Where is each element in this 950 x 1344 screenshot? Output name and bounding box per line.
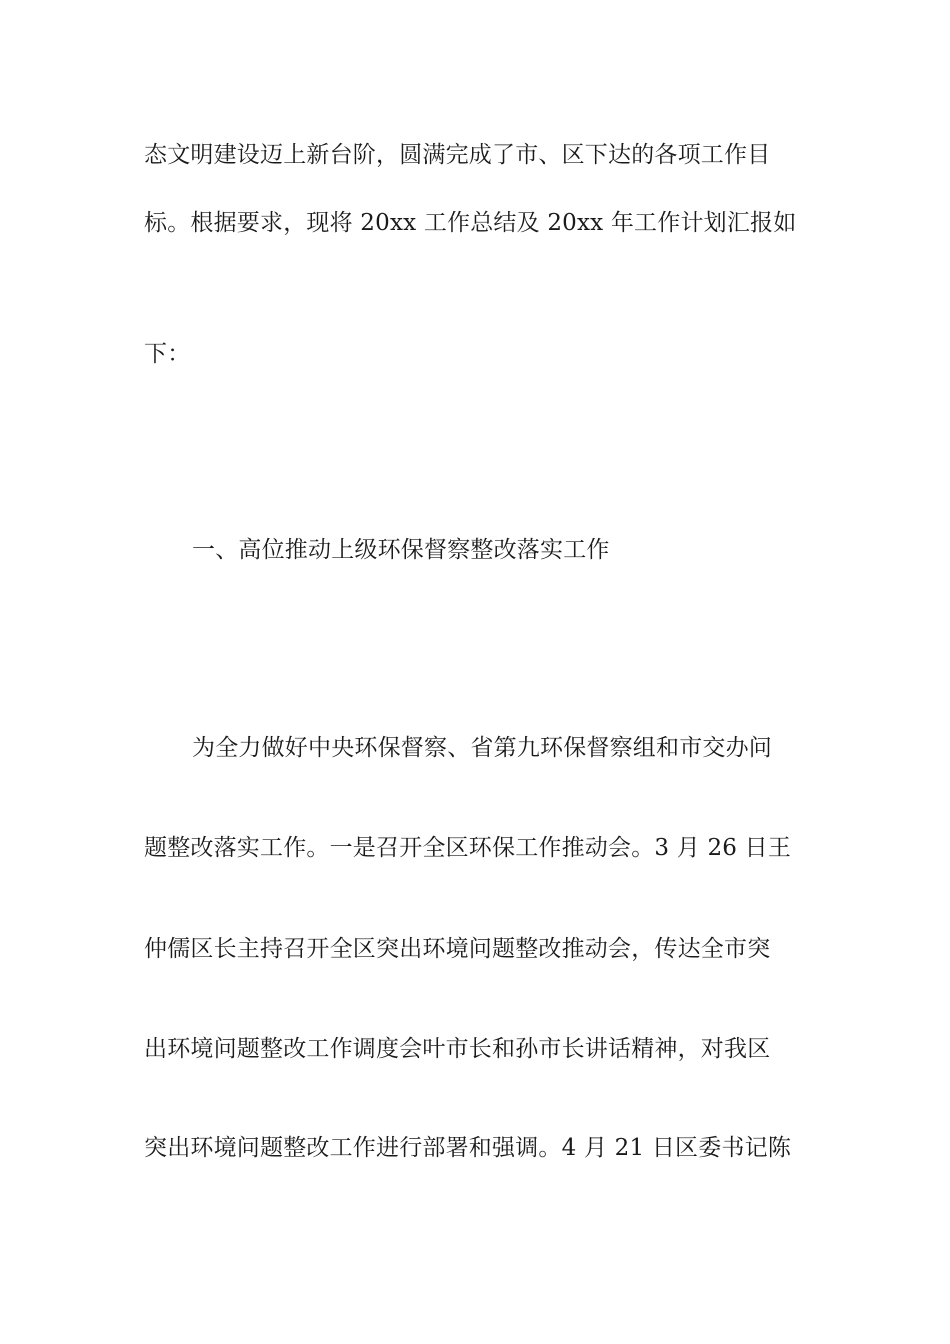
paragraph-line: 标。根据要求，现将 20xx 工作总结及 20xx 年工作计划汇报如 bbox=[144, 210, 797, 236]
paragraph-line: 仲儒区长主持召开全区突出环境问题整改推动会，传达全市突 bbox=[144, 936, 771, 962]
paragraph-line: 下： bbox=[144, 341, 191, 367]
paragraph-line: 态文明建设迈上新台阶，圆满完成了市、区下达的各项工作目 bbox=[144, 142, 771, 168]
paragraph-line: 出环境问题整改工作调度会叶市长和孙市长讲话精神，对我区 bbox=[144, 1036, 771, 1062]
paragraph-line: 题整改落实工作。一是召开全区环保工作推动会。3 月 26 日王 bbox=[144, 835, 792, 861]
paragraph-line: 突出环境问题整改工作进行部署和强调。4 月 21 日区委书记陈 bbox=[144, 1135, 792, 1161]
section-heading: 一、高位推动上级环保督察整改落实工作 bbox=[192, 537, 610, 563]
paragraph-line: 为全力做好中央环保督察、省第九环保督察组和市交办问 bbox=[192, 735, 772, 761]
